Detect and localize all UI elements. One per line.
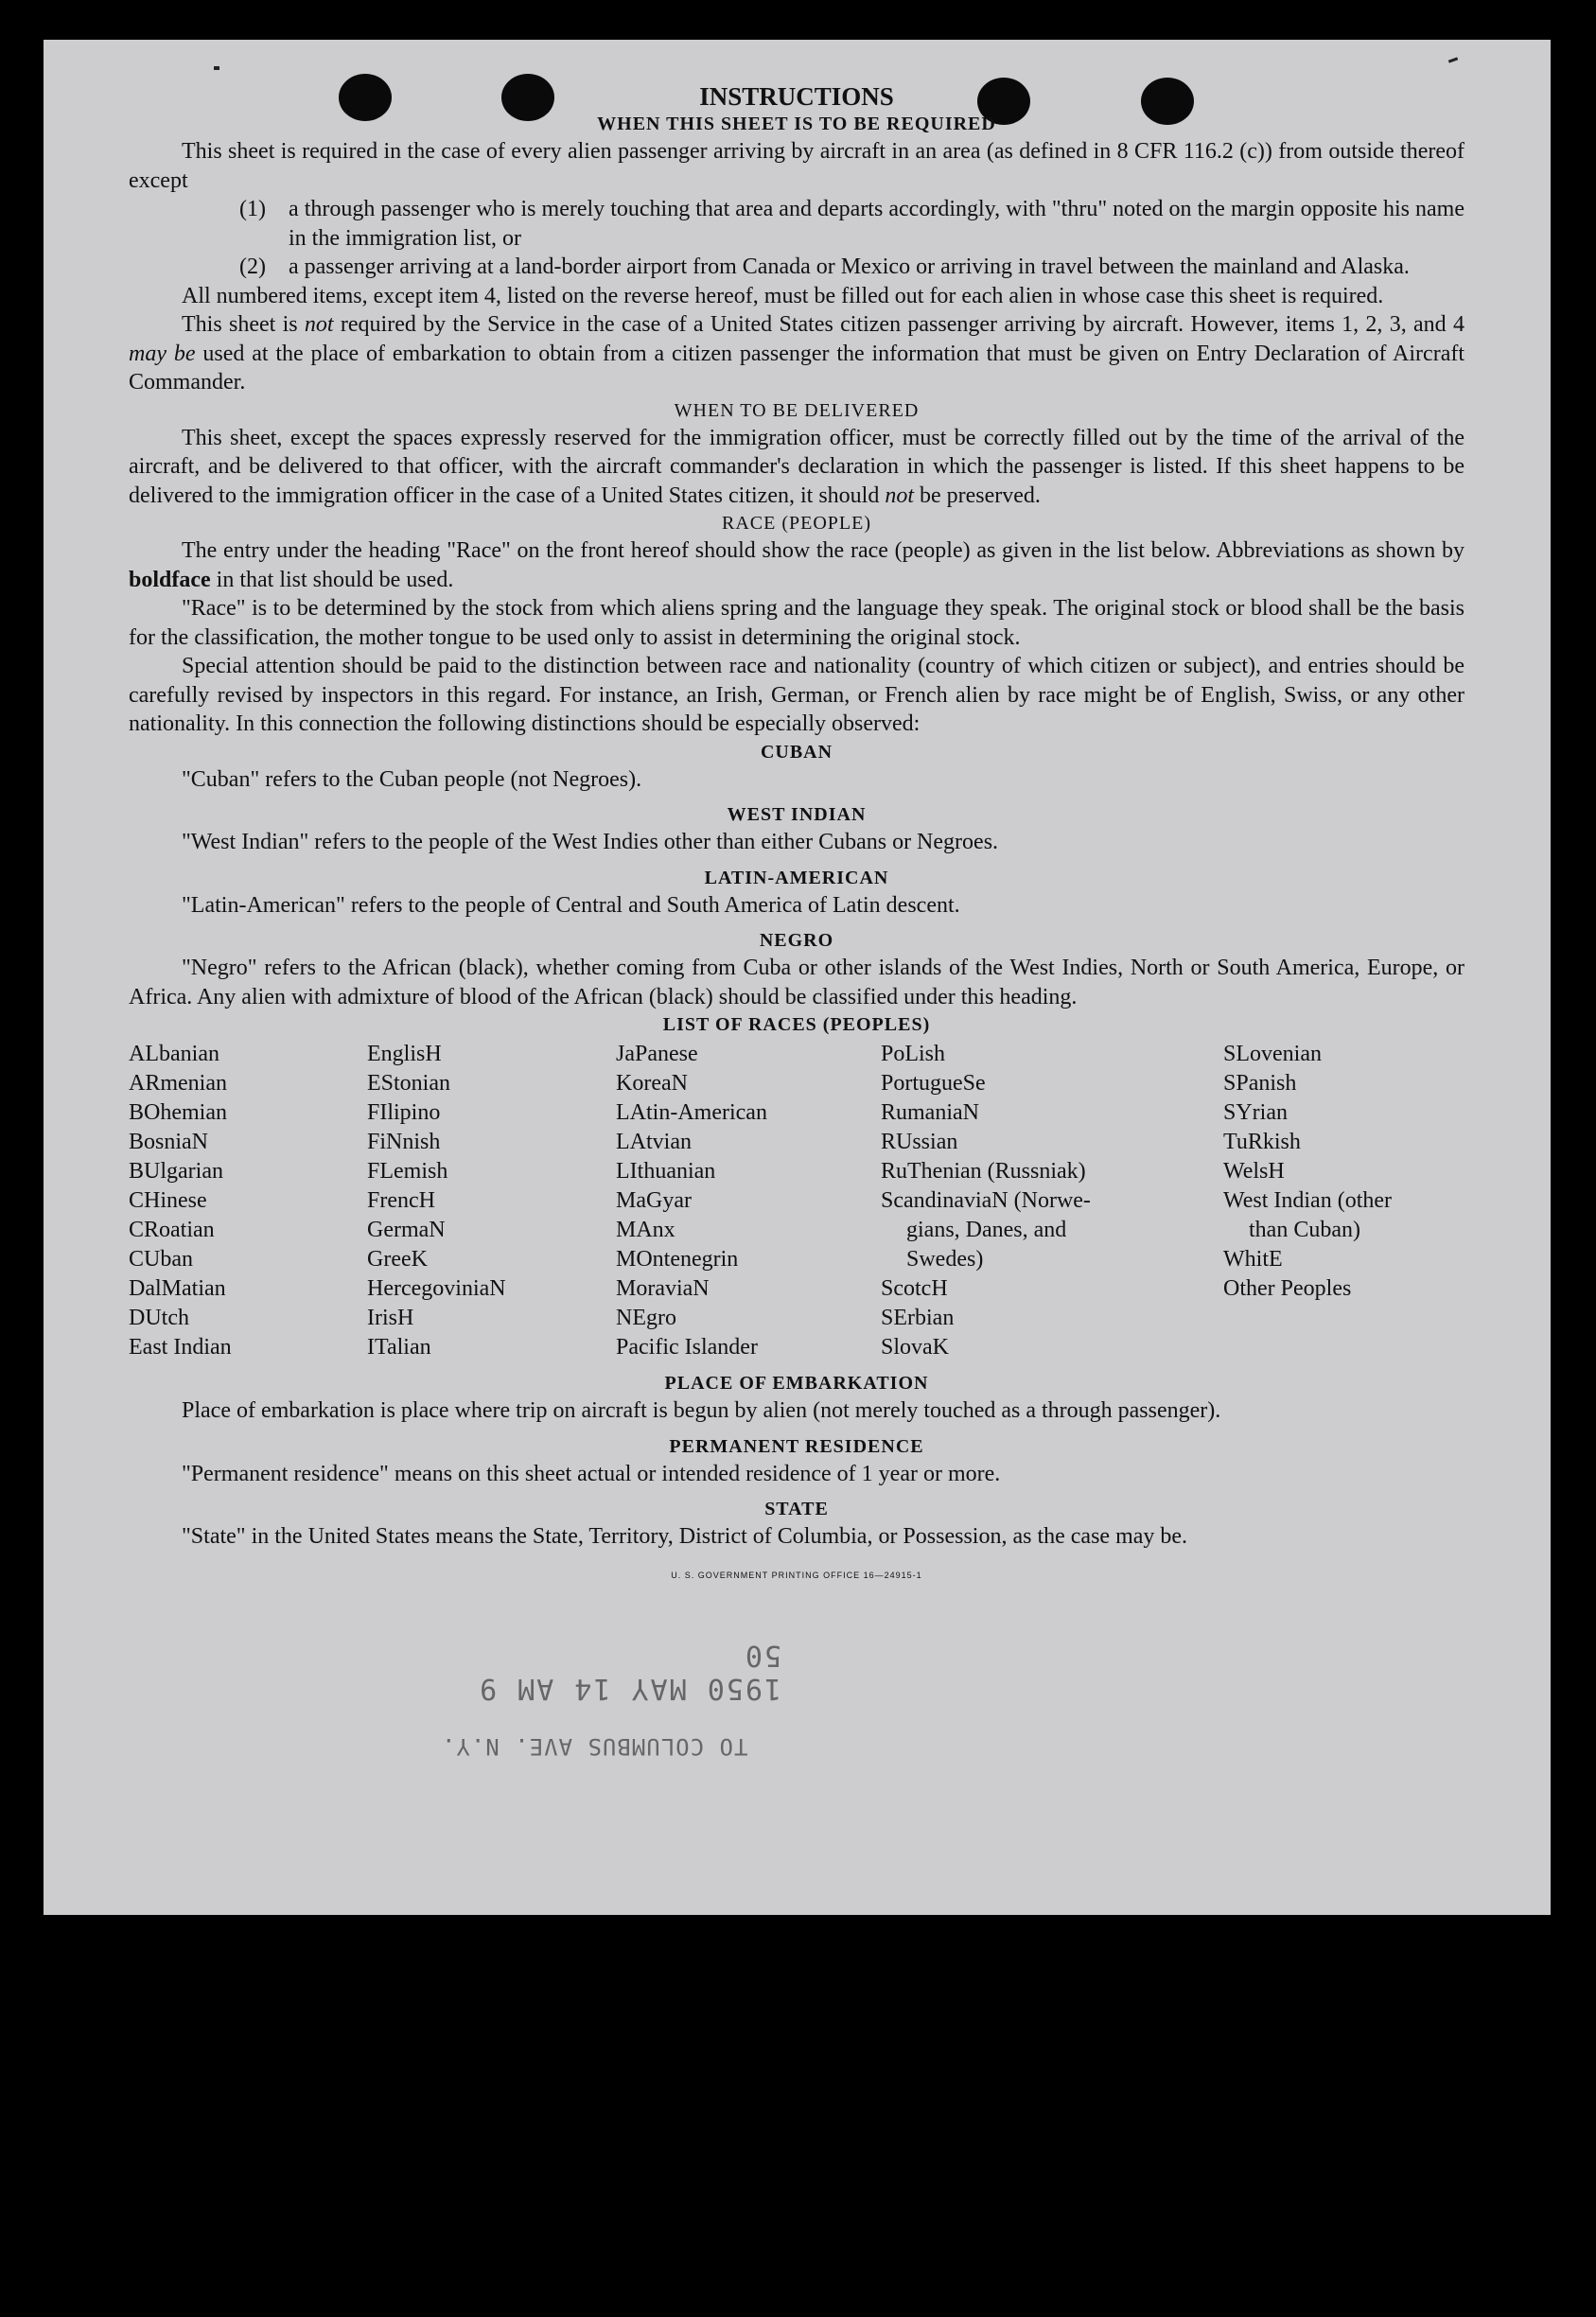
paragraph: "State" in the United States means the State, Territory, District of Columbia, or Possession, as the case may be. <box>182 1524 1188 1549</box>
races-column-5 <box>1223 1040 1464 1362</box>
race-item: LAtvian <box>616 1130 692 1154</box>
race-item: DalMatian <box>129 1276 226 1301</box>
section-title-cuban: CUBAN <box>760 741 833 763</box>
paragraph: "Race" is to be determined by the stock from which aliens spring and the language they speak. The original stock or blood shall be the basis for the classification, the mother tongue to be used only to assist in determining the original stock. <box>129 596 1464 650</box>
race-item: SPanish <box>1223 1071 1297 1096</box>
speck <box>214 66 219 70</box>
races-column-4 <box>881 1040 1223 1362</box>
list-text: a through passenger who is merely touching that area and departs accordingly, with "thru" noted on the margin opposite his name in the immigration list, or <box>289 197 1464 251</box>
stamp-date: 1950 MAY 14 AM 9 50 <box>478 1639 781 1705</box>
race-item: RuThenian (Russniak) <box>881 1159 1086 1184</box>
race-item: ScandinaviaN (Norwe- <box>881 1188 1091 1213</box>
race-item: PortugueSe <box>881 1071 986 1096</box>
races-list-title: LIST OF RACES (PEOPLES) <box>662 1014 931 1035</box>
paragraph: All numbered items, except item 4, listed on the reverse hereof, must be filled out for each alien in whose case this sheet is required. <box>182 283 1384 308</box>
races-list <box>129 1040 1464 1362</box>
race-item: SLovenian <box>1223 1042 1322 1066</box>
race-item: ScotcH <box>881 1276 948 1301</box>
race-item: ARmenian <box>129 1071 227 1096</box>
race-item: ITalian <box>367 1335 431 1360</box>
race-item: East Indian <box>129 1335 232 1360</box>
race-item: BosniaN <box>129 1130 208 1154</box>
text-run: The entry under the heading "Race" on the front hereof should show the race (people) as given in the list below. Abbreviations as shown by <box>182 538 1464 563</box>
race-item: SErbian <box>881 1306 955 1330</box>
race-item: WelsH <box>1223 1159 1285 1184</box>
race-item: SlovaK <box>881 1335 949 1360</box>
race-item: TuRkish <box>1223 1130 1301 1154</box>
paragraph: "Latin-American" refers to the people of Central and South America of Latin descent. <box>182 892 960 918</box>
paragraph: "Permanent residence" means on this sheet actual or intended residence of 1 year or more. <box>182 1461 1001 1486</box>
races-column-1 <box>129 1040 367 1362</box>
race-item: RUssian <box>881 1130 958 1154</box>
race-item: NEgro <box>616 1306 676 1330</box>
race-item: FLemish <box>367 1159 448 1184</box>
race-item-continued: gians, Danes, and <box>906 1218 1067 1242</box>
race-item-continued: than Cuban) <box>1249 1218 1360 1242</box>
race-item: DUtch <box>129 1306 189 1330</box>
list-number: (2) <box>239 255 266 279</box>
race-item: MoraviaN <box>616 1276 710 1301</box>
instructions-content <box>129 82 1464 1589</box>
race-item: PoLish <box>881 1042 946 1066</box>
list-number: (1) <box>239 197 266 221</box>
race-item: WhitE <box>1223 1247 1283 1272</box>
document-sheet <box>44 40 1551 1915</box>
section-title-west-indian: WEST INDIAN <box>727 804 867 825</box>
race-item: BUlgarian <box>129 1159 223 1184</box>
list-text: a passenger arriving at a land-border airport from Canada or Mexico or arriving in travel between the mainland and Alaska. <box>289 255 1410 279</box>
race-item: CRoatian <box>129 1218 215 1242</box>
section-title-required: WHEN THIS SHEET IS TO BE REQUIRED <box>597 114 996 134</box>
text-run: used at the place of embarkation to obtain from a citizen passenger the information that must be given on Entry Declaration of Aircraft Commander. <box>129 341 1465 395</box>
race-item: JaPanese <box>616 1042 698 1066</box>
race-item: LIthuanian <box>616 1159 716 1184</box>
text-run-bold: boldface <box>129 567 211 592</box>
race-item: LAtin-American <box>616 1100 767 1125</box>
paragraph: This sheet is required in the case of every alien passenger arriving by aircraft in an area (as defined in 8 CFR 116.2 (c)) from outside thereof except <box>129 139 1464 193</box>
race-item: MAnx <box>616 1218 675 1242</box>
race-item: FiNnish <box>367 1130 441 1154</box>
section-title-residence: PERMANENT RESIDENCE <box>669 1435 924 1457</box>
race-item: Pacific Islander <box>616 1335 758 1360</box>
section-title-negro: NEGRO <box>759 930 834 951</box>
races-column-3 <box>616 1040 881 1362</box>
text-run: be preserved. <box>920 483 1041 508</box>
stamp-address: TO COLUMBUS AVE. N.Y. <box>441 1733 748 1760</box>
section-title-latin-american: LATIN-AMERICAN <box>704 867 889 888</box>
text-run-italic: not <box>885 483 914 508</box>
race-item: ALbanian <box>129 1042 219 1066</box>
paragraph: Place of embarkation is place where trip on aircraft is begun by alien (not merely touched as a through passenger). <box>182 1398 1221 1423</box>
race-item: FIlipino <box>367 1100 441 1125</box>
race-item: SYrian <box>1223 1100 1288 1125</box>
race-item: RumaniaN <box>881 1100 979 1125</box>
race-item: CHinese <box>129 1188 207 1213</box>
received-stamp <box>384 1639 781 1771</box>
race-item: EStonian <box>367 1071 450 1096</box>
speck <box>1448 57 1458 62</box>
text-run: required by the Service in the case of a United States citizen passenger arriving by aircraft. However, items 1, 2, 3, and 4 <box>340 312 1464 337</box>
races-column-2 <box>367 1040 616 1362</box>
race-item: MaGyar <box>616 1188 692 1213</box>
race-item: BOhemian <box>129 1100 227 1125</box>
race-item: EnglisH <box>367 1042 442 1066</box>
text-run-italic: not <box>304 312 334 337</box>
race-item: GreeK <box>367 1247 428 1272</box>
race-item: CUban <box>129 1247 193 1272</box>
section-title-state: STATE <box>764 1499 829 1519</box>
race-item: HercegoviniaN <box>367 1276 506 1301</box>
text-run-italic: may be <box>129 341 196 366</box>
section-title-embarkation: PLACE OF EMBARKATION <box>664 1373 929 1394</box>
paragraph: Special attention should be paid to the distinction between race and nationality (country of which citizen or subject), and entries should be carefully revised by inspectors in this regard. For instance, an Irish, German, or French alien by race might be of English, Swiss, or any other nationality. In this connection the following distinctions should be especially observed: <box>129 654 1464 736</box>
text-run: This sheet is <box>182 312 298 337</box>
race-item: West Indian (other <box>1223 1188 1393 1213</box>
section-title-race: RACE (PEOPLE) <box>722 513 871 534</box>
printer-imprint: U. S. GOVERNMENT PRINTING OFFICE 16—24915-1 <box>671 1570 922 1580</box>
race-item-continued: Swedes) <box>906 1247 984 1272</box>
text-run: This sheet, except the spaces expressly reserved for the immigration officer, must be correctly filled out by the time of the arrival of the aircraft, and be delivered to that officer, with the aircraft commander's declaration in which the passenger is listed. If this sheet happens to be delivered to the immigration officer in the case of a United States citizen, it should <box>129 425 1464 508</box>
paragraph <box>129 310 1464 397</box>
race-item: FrencH <box>367 1188 435 1213</box>
list-item <box>129 253 1464 282</box>
list-item <box>129 195 1464 253</box>
paragraph: "Negro" refers to the African (black), whether coming from Cuba or other islands of the West Indies, North or South America, Europe, or Africa. Any alien with admixture of blood of the African (black) should be classified under this heading. <box>129 956 1464 1009</box>
paragraph: "Cuban" refers to the Cuban people (not Negroes). <box>182 766 642 792</box>
race-item: KoreaN <box>616 1071 688 1096</box>
paragraph: "West Indian" refers to the people of the West Indies other than either Cubans or Negroes. <box>182 830 999 854</box>
race-item: GermaN <box>367 1218 446 1242</box>
page-title: INSTRUCTIONS <box>699 82 894 111</box>
race-item: Other Peoples <box>1223 1276 1352 1301</box>
section-title-delivered: WHEN TO BE DELIVERED <box>674 399 920 421</box>
paragraph <box>129 536 1464 594</box>
race-item: IrisH <box>367 1306 414 1330</box>
race-item: MOntenegrin <box>616 1247 739 1272</box>
text-run: in that list should be used. <box>216 567 454 592</box>
paragraph <box>129 424 1464 511</box>
